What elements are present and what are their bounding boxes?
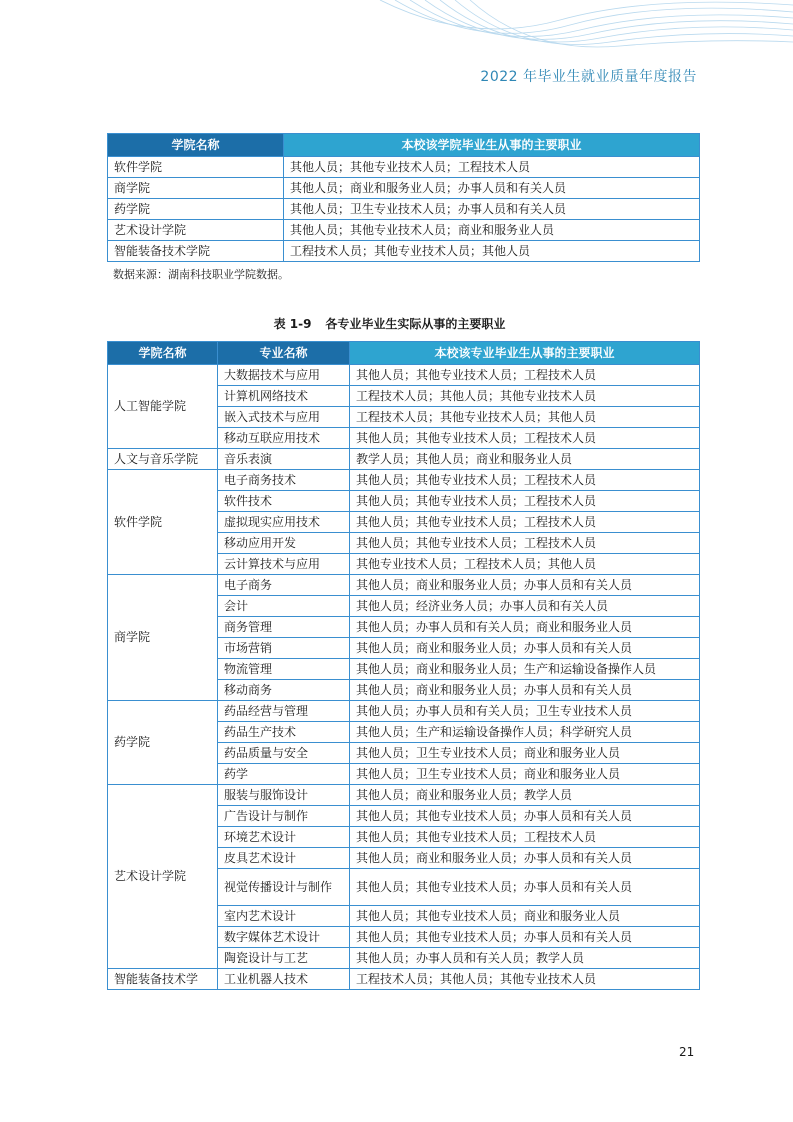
table-row — [108, 157, 700, 178]
major-name-cell: 皮具艺术设计 — [218, 848, 350, 869]
occupation-cell: 工程技术人员；其他人员；其他专业技术人员 — [350, 386, 700, 407]
table-caption-number: 表 1-9 — [273, 317, 312, 331]
major-name-cell: 药品生产技术 — [218, 722, 350, 743]
college-name-header: 学院名称 — [108, 342, 218, 365]
major-name-cell: 移动互联应用技术 — [218, 428, 350, 449]
major-name-header: 专业名称 — [218, 342, 350, 365]
major-name-cell: 服装与服饰设计 — [218, 785, 350, 806]
occupation-cell: 其他人员；商业和服务业人员；办事人员和有关人员 — [350, 680, 700, 701]
occupation-header: 本校该学院毕业生从事的主要职业 — [284, 134, 700, 157]
college-name-cell: 艺术设计学院 — [108, 220, 284, 241]
college-occupation-table — [107, 133, 700, 262]
major-name-cell: 视觉传播设计与制作 — [218, 869, 350, 906]
table-row — [108, 785, 700, 806]
occupation-cell: 工程技术人员；其他人员；其他专业技术人员 — [350, 969, 700, 990]
table-row — [108, 969, 700, 990]
occupation-cell: 其他人员；其他专业技术人员；工程技术人员 — [284, 157, 700, 178]
table-row — [108, 449, 700, 470]
major-name-cell: 音乐表演 — [218, 449, 350, 470]
occupation-cell: 其他人员；经济业务人员；办事人员和有关人员 — [350, 596, 700, 617]
college-name-cell: 商学院 — [108, 178, 284, 199]
major-name-cell: 云计算技术与应用 — [218, 554, 350, 575]
occupation-cell: 其他人员；其他专业技术人员；工程技术人员 — [350, 491, 700, 512]
college-name-cell: 艺术设计学院 — [108, 785, 218, 969]
report-header-title: 2022 年毕业生就业质量年度报告 — [480, 69, 697, 85]
occupation-cell: 工程技术人员；其他专业技术人员；其他人员 — [350, 407, 700, 428]
occupation-cell: 其他人员；商业和服务业人员；生产和运输设备操作人员 — [350, 659, 700, 680]
header-wave-decoration — [0, 0, 793, 60]
major-name-cell: 药学 — [218, 764, 350, 785]
data-source-note: 数据来源：湖南科技职业学院数据。 — [113, 268, 289, 281]
table-row — [108, 365, 700, 386]
table-header-row — [108, 134, 700, 157]
major-name-cell: 陶瓷设计与工艺 — [218, 948, 350, 969]
table-row — [108, 220, 700, 241]
occupation-cell: 其他人员；卫生专业技术人员；商业和服务业人员 — [350, 743, 700, 764]
table-row — [108, 701, 700, 722]
table-caption-text: 各专业毕业生实际从事的主要职业 — [325, 317, 506, 331]
table-header-row — [108, 342, 700, 365]
occupation-cell: 其他人员；其他专业技术人员；商业和服务业人员 — [284, 220, 700, 241]
occupation-cell: 其他人员；其他专业技术人员；工程技术人员 — [350, 428, 700, 449]
occupation-cell: 其他人员；商业和服务业人员；办事人员和有关人员 — [350, 848, 700, 869]
occupation-cell: 其他人员；其他专业技术人员；办事人员和有关人员 — [350, 869, 700, 906]
page-number: 21 — [679, 1045, 695, 1059]
college-name-header: 学院名称 — [108, 134, 284, 157]
table-row — [108, 178, 700, 199]
occupation-cell: 工程技术人员；其他专业技术人员；其他人员 — [284, 241, 700, 262]
table-row — [108, 470, 700, 491]
occupation-cell: 其他人员；其他专业技术人员；工程技术人员 — [350, 512, 700, 533]
occupation-cell: 其他人员；其他专业技术人员；办事人员和有关人员 — [350, 927, 700, 948]
major-name-cell: 会计 — [218, 596, 350, 617]
major-name-cell: 药品质量与安全 — [218, 743, 350, 764]
occupation-cell: 其他专业技术人员；工程技术人员；其他人员 — [350, 554, 700, 575]
major-name-cell: 数字媒体艺术设计 — [218, 927, 350, 948]
college-name-cell: 软件学院 — [108, 157, 284, 178]
occupation-cell: 其他人员；卫生专业技术人员；商业和服务业人员 — [350, 764, 700, 785]
major-name-cell: 嵌入式技术与应用 — [218, 407, 350, 428]
occupation-cell: 其他人员；办事人员和有关人员；商业和服务业人员 — [350, 617, 700, 638]
college-name-cell: 商学院 — [108, 575, 218, 701]
major-occupation-table — [107, 341, 700, 990]
table-row — [108, 199, 700, 220]
college-name-cell: 人文与音乐学院 — [108, 449, 218, 470]
table-row — [108, 575, 700, 596]
major-name-cell: 软件技术 — [218, 491, 350, 512]
occupation-cell: 其他人员；其他专业技术人员；商业和服务业人员 — [350, 906, 700, 927]
occupation-cell: 其他人员；办事人员和有关人员；卫生专业技术人员 — [350, 701, 700, 722]
occupation-cell: 其他人员；生产和运输设备操作人员；科学研究人员 — [350, 722, 700, 743]
occupation-cell: 其他人员；办事人员和有关人员；教学人员 — [350, 948, 700, 969]
college-name-cell: 软件学院 — [108, 470, 218, 575]
major-name-cell: 计算机网络技术 — [218, 386, 350, 407]
major-name-cell: 环境艺术设计 — [218, 827, 350, 848]
major-name-cell: 电子商务 — [218, 575, 350, 596]
occupation-cell: 教学人员；其他人员；商业和服务业人员 — [350, 449, 700, 470]
occupation-cell: 其他人员；卫生专业技术人员；办事人员和有关人员 — [284, 199, 700, 220]
major-name-cell: 移动应用开发 — [218, 533, 350, 554]
occupation-header: 本校该专业毕业生从事的主要职业 — [350, 342, 700, 365]
table-caption — [0, 315, 793, 332]
major-name-cell: 物流管理 — [218, 659, 350, 680]
occupation-cell: 其他人员；其他专业技术人员；工程技术人员 — [350, 470, 700, 491]
major-name-cell: 大数据技术与应用 — [218, 365, 350, 386]
college-name-cell: 智能装备技术学院 — [108, 241, 284, 262]
major-name-cell: 室内艺术设计 — [218, 906, 350, 927]
college-name-cell: 药学院 — [108, 199, 284, 220]
occupation-cell: 其他人员；其他专业技术人员；办事人员和有关人员 — [350, 806, 700, 827]
major-name-cell: 工业机器人技术 — [218, 969, 350, 990]
occupation-cell: 其他人员；其他专业技术人员；工程技术人员 — [350, 365, 700, 386]
major-name-cell: 移动商务 — [218, 680, 350, 701]
major-name-cell: 广告设计与制作 — [218, 806, 350, 827]
college-name-cell: 智能装备技术学 — [108, 969, 218, 990]
occupation-cell: 其他人员；商业和服务业人员；办事人员和有关人员 — [350, 638, 700, 659]
major-name-cell: 电子商务技术 — [218, 470, 350, 491]
college-name-cell: 药学院 — [108, 701, 218, 785]
occupation-cell: 其他人员；商业和服务业人员；办事人员和有关人员 — [284, 178, 700, 199]
occupation-cell: 其他人员；其他专业技术人员；工程技术人员 — [350, 827, 700, 848]
occupation-cell: 其他人员；其他专业技术人员；工程技术人员 — [350, 533, 700, 554]
occupation-cell: 其他人员；商业和服务业人员；教学人员 — [350, 785, 700, 806]
major-name-cell: 药品经营与管理 — [218, 701, 350, 722]
table-row — [108, 241, 700, 262]
major-name-cell: 市场营销 — [218, 638, 350, 659]
college-name-cell: 人工智能学院 — [108, 365, 218, 449]
major-name-cell: 商务管理 — [218, 617, 350, 638]
major-name-cell: 虚拟现实应用技术 — [218, 512, 350, 533]
occupation-cell: 其他人员；商业和服务业人员；办事人员和有关人员 — [350, 575, 700, 596]
